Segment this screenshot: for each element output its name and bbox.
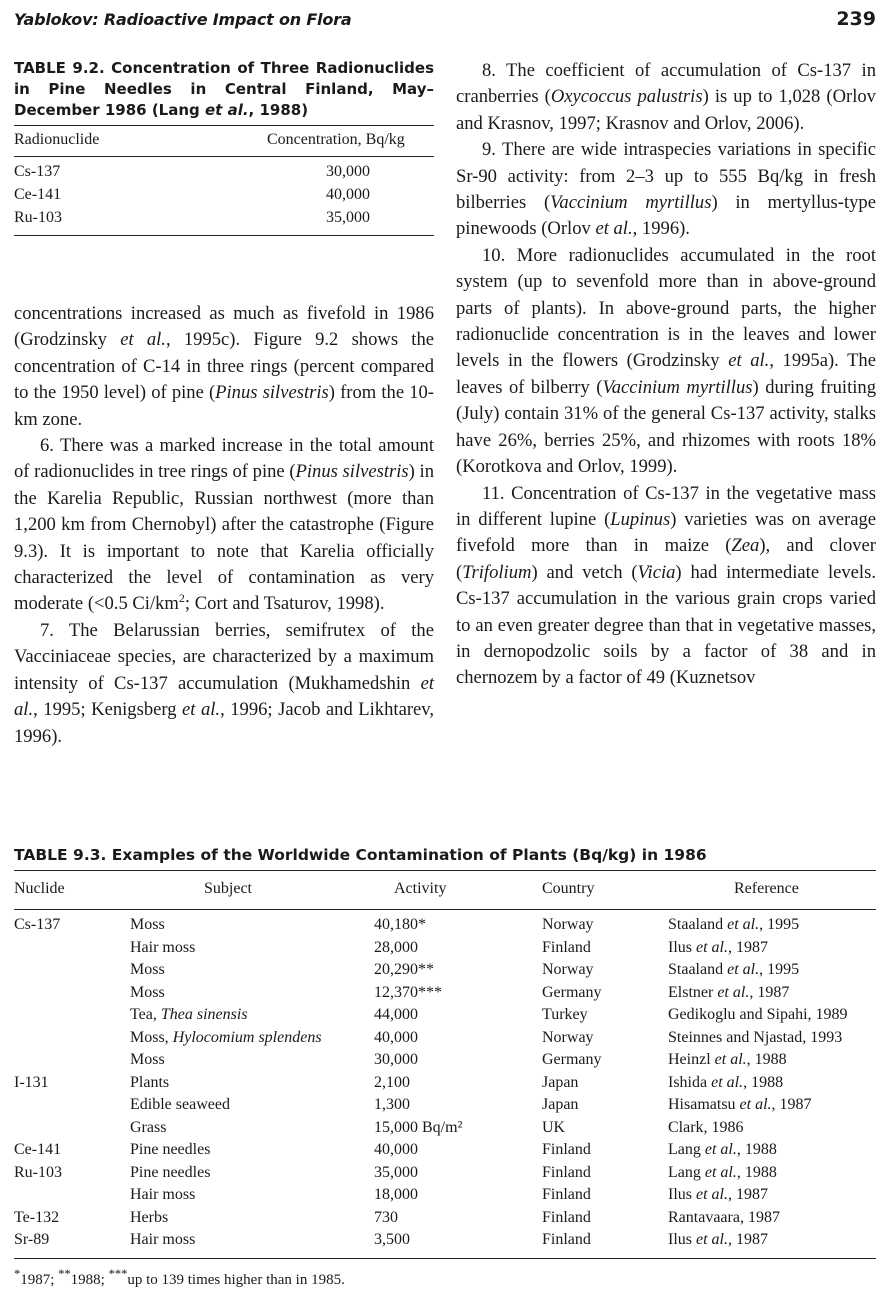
table-row xyxy=(14,915,876,938)
cell-country: Finland xyxy=(542,938,591,956)
paragraph-9: 9. There are wide intraspecies variations in specific Sr-90 activity: from 2–3 up to 555 Bq/kg in fresh bilberries (Vaccinium myrtillus) in mertyllus-type pinewoods (Orlov et al., 1996). xyxy=(456,139,876,240)
cell-country: Germany xyxy=(542,1051,602,1068)
cell-country: Turkey xyxy=(542,1006,588,1023)
table-9-3 xyxy=(14,846,876,1289)
table-row: Ce-141 40,000 xyxy=(14,186,370,203)
cell-activity: 40,000 xyxy=(374,1141,418,1158)
page-number: 239 xyxy=(836,8,876,30)
cell-nuclide: Te-132 xyxy=(14,1208,60,1226)
cell-reference: Lang et al., 1988 xyxy=(668,1141,777,1158)
paragraph-10: 10. More radionuclides accumulated in the root system (up to sevenfold more than in above-ground parts of plants). In above-ground parts, the higher radionuclide concentration is in the leaves and lower levels in the flowers (Grodzinsky et al., 1995a). The leaves of bilberry (Vaccinium myrtillus) during fruiting (July) contain 31% of the general Cs-137 activity, stalks have 26%, berries 25%, and rhizomes with roots 18% (Korotkova and Orlov, 1999). xyxy=(456,244,876,478)
cell-reference: Ishida et al., 1988 xyxy=(668,1073,784,1091)
left-column xyxy=(14,301,434,750)
cell-subject: Moss xyxy=(130,961,165,978)
right-column xyxy=(456,58,876,692)
table-row: Cs-137 30,000 xyxy=(14,163,370,180)
cell-activity: 28,000 xyxy=(374,938,418,956)
table-row xyxy=(14,1073,876,1096)
cell-subject: Hair moss xyxy=(130,1186,196,1203)
cell-activity: 30,000 xyxy=(374,1051,418,1068)
table-row xyxy=(14,1005,876,1028)
cell-nuclide: I-131 xyxy=(14,1073,49,1091)
cell-activity: 40,180* xyxy=(374,916,426,933)
cell-reference: Heinzl et al., 1988 xyxy=(668,1051,787,1068)
cell-nuclide: Ce-141 xyxy=(14,1141,62,1158)
table-row xyxy=(14,1140,876,1163)
cell-reference: Lang et al., 1988 xyxy=(668,1163,777,1181)
paragraph-continued: concentrations increased as much as fivefold in 1986 (Grodzinsky et al., 1995c). Figure 9.2 shows the concentration of C-14 in three rings (percent compared to the 1950 level) of pine (Pinus silvestris) from the 10-km zone. xyxy=(14,303,435,430)
cell-subject: Moss, Hylocomium splendens xyxy=(130,1028,322,1046)
table-row xyxy=(14,938,876,961)
table-bottom-rule xyxy=(14,1258,876,1259)
col-header-country: Country xyxy=(542,880,595,897)
cell-country: Germany xyxy=(542,983,602,1001)
cell-subject: Plants xyxy=(130,1073,170,1091)
paragraph-8: 8. The coefficient of accumulation of Cs-137 in cranberries (Oxycoccus palustris) is up to 1,028 (Orlov and Krasnov, 1997; Krasnov and Orlov, 2006). xyxy=(456,60,876,134)
cell-reference: Elstner et al., 1987 xyxy=(668,983,790,1001)
table-header-rule xyxy=(14,156,434,157)
table-row xyxy=(14,1118,876,1141)
col-header-subject: Subject xyxy=(204,880,252,897)
cell-activity: 1,300 xyxy=(374,1096,410,1113)
table-row xyxy=(14,1163,876,1186)
cell-country: Finland xyxy=(542,1163,591,1181)
cell-activity: 3,500 xyxy=(374,1231,410,1248)
cell-activity: 40,000 xyxy=(374,1028,418,1046)
cell-country: Japan xyxy=(542,1073,579,1091)
cell-country: Finland xyxy=(542,1186,591,1203)
paragraph-6: 6. There was a marked increase in the total amount of radionuclides in tree rings of pine (Pinus silvestris) in the Karelia Republic, Russian northwest (more than 1,200 km from Chernobyl) after the catastrophe (Figure 9.3). It is important to note that Karelia officially characterized the level of contamination as very moderate (<0.5 $Ci/km^2$; Cort and Tsaturov, 1998). xyxy=(14,435,434,615)
table-row xyxy=(14,1028,876,1051)
cell-country: Japan xyxy=(542,1096,579,1113)
cell-country: Finland xyxy=(542,1231,591,1248)
cell-subject: Moss xyxy=(130,983,165,1001)
paragraph-7: 7. The Belarussian berries, semifrutex of the Vacciniaceae species, are characterized by a maximum intensity of Cs-137 accumulation (Mukhamedshin et al., 1995; Kenigsberg et al., 1996; Jacob and Likhtarev, 1996). xyxy=(14,619,435,747)
cell-subject: Pine needles xyxy=(130,1141,211,1158)
cell-subject: Tea, Thea sinensis xyxy=(130,1006,248,1023)
cell-activity: 44,000 xyxy=(374,1006,418,1023)
table-9-2 xyxy=(14,58,434,236)
paragraph-11: 11. Concentration of Cs-137 in the vegetative mass in different lupine (Lupinus) varieties was on average fivefold more than in maize (Zea), and clover (Trifolium) and vetch (Vicia) had intermediate levels. Cs-137 accumulation in the various grain crops varied to an even greater degree than that in vegetative masses, in dernopodzolic soils by a factor of 38 and in chernozem by a factor of 49 (Kuznetsov xyxy=(456,482,876,689)
cell-reference: Ilus et al., 1987 xyxy=(668,1186,768,1203)
cell-subject: Moss xyxy=(130,1051,165,1068)
table-footnote: *1987; **1988; ***up to 139 times higher than in 1985. xyxy=(14,1266,345,1288)
cell-reference: Staaland et al., 1995 xyxy=(668,961,800,978)
table-label: TABLE 9.3. xyxy=(14,846,107,864)
col-header-radionuclide: Radionuclide xyxy=(14,131,100,148)
table-row xyxy=(14,960,876,983)
cell-reference: Steinnes and Njastad, 1993 xyxy=(668,1028,843,1046)
table-label: TABLE 9.2. xyxy=(14,59,105,77)
cell-country: Norway xyxy=(542,916,594,933)
cell-reference: Rantavaara, 1987 xyxy=(668,1208,780,1226)
cell-subject: Hair moss xyxy=(130,938,196,956)
cell-subject: Moss xyxy=(130,916,165,933)
cell-activity: 15,000 Bq/m² xyxy=(374,1118,463,1136)
cell-activity: 20,290** xyxy=(374,961,434,978)
cell-reference: Gedikoglu and Sipahi, 1989 xyxy=(668,1006,848,1023)
cell-subject: Grass xyxy=(130,1118,167,1136)
table-row xyxy=(14,983,876,1006)
cell-activity: 12,370*** xyxy=(374,983,442,1001)
table-row xyxy=(14,1095,876,1118)
table-9-3-caption: TABLE 9.3. Examples of the Worldwide Contamination of Plants (Bq/kg) in 1986 xyxy=(14,846,707,864)
cell-country: Finland xyxy=(542,1208,591,1226)
cell-activity: 730 xyxy=(374,1208,398,1226)
cell-nuclide: Cs-137 xyxy=(14,916,61,933)
cell-activity: 2,100 xyxy=(374,1073,410,1091)
table-header-row xyxy=(14,871,876,909)
table-header-row xyxy=(14,126,434,156)
table-row xyxy=(14,1185,876,1208)
cell-activity: 35,000 xyxy=(374,1163,418,1181)
cell-country: Finland xyxy=(542,1141,591,1158)
cell-country: Norway xyxy=(542,961,594,978)
cell-country: Norway xyxy=(542,1028,594,1046)
running-head xyxy=(14,8,876,32)
col-header-concentration: Concentration, Bq/kg xyxy=(267,131,405,148)
cell-subject: Edible seaweed xyxy=(130,1096,230,1113)
cell-reference: Ilus et al., 1987 xyxy=(668,1231,768,1248)
cell-subject: Pine needles xyxy=(130,1163,211,1181)
table-body xyxy=(14,915,876,1253)
table-bottom-rule xyxy=(14,235,434,236)
col-header-nuclide: Nuclide xyxy=(14,880,65,897)
cell-subject: Hair moss xyxy=(130,1231,196,1248)
cell-reference: Ilus et al., 1987 xyxy=(668,938,768,956)
table-header-rule xyxy=(14,909,876,910)
table-row xyxy=(14,1050,876,1073)
table-row: Ru-103 35,000 xyxy=(14,209,370,226)
cell-nuclide: Sr-89 xyxy=(14,1231,50,1248)
cell-country: UK xyxy=(542,1118,566,1136)
cell-subject: Herbs xyxy=(130,1208,169,1226)
cell-reference: Clark, 1986 xyxy=(668,1118,744,1136)
col-header-reference: Reference xyxy=(734,880,799,897)
cell-activity: 18,000 xyxy=(374,1186,418,1203)
cell-nuclide: Ru-103 xyxy=(14,1163,62,1181)
table-9-2-caption: TABLE 9.2. Concentration of Three Radionuclides in Pine Needles in Central Finland, May–December 1986 (Lang et al., 1988) xyxy=(14,59,434,119)
running-title: Yablokov: Radioactive Impact on Flora xyxy=(14,10,352,29)
table-row xyxy=(14,1208,876,1231)
col-header-activity: Activity xyxy=(394,880,447,897)
table-row xyxy=(14,1230,876,1253)
cell-reference: Hisamatsu et al., 1987 xyxy=(668,1096,812,1113)
cell-reference: Staaland et al., 1995 xyxy=(668,916,800,933)
